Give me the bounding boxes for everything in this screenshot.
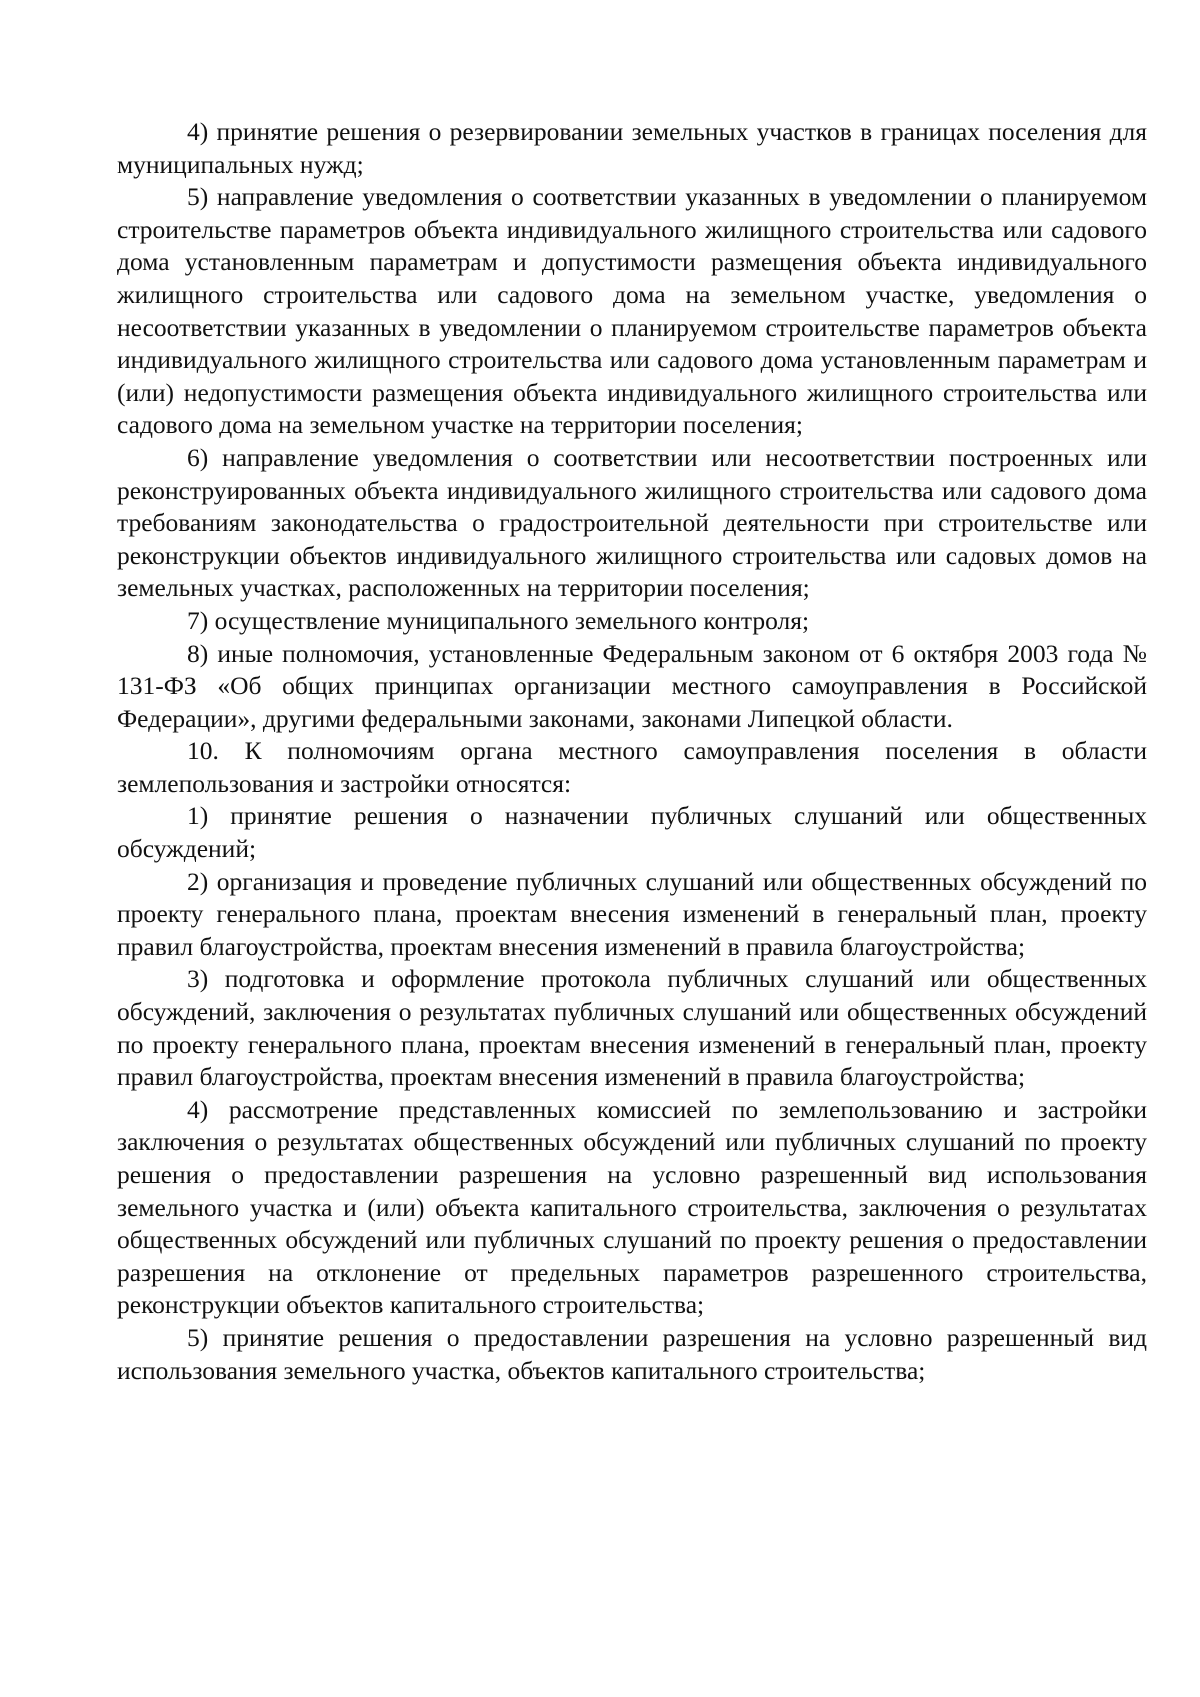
paragraph-section-10-item-1: 1) принятие решения о назначении публичных слушаний или общественных обсуждений;	[117, 801, 1147, 864]
paragraph-section-10-item-2: 2) организация и проведение публичных слушаний или общественных обсуждений по проекту генерального плана, проектам внесения изменений в генеральный план, проекту правил благоустройства, проектам внесения изменений в правила благоустройства;	[117, 866, 1147, 961]
paragraph-section-10-item-3: 3) подготовка и оформление протокола публичных слушаний или общественных обсуждений, заключения о результатах публичных слушаний или общественных обсуждений по проекту генерального плана, проектам внесения изменений в генеральный план, проекту правил благоустройства, проектам внесения изменений в правила благоустройства;	[117, 964, 1147, 1092]
paragraph-section-10-item-5: 5) принятие решения о предоставлении разрешения на условно разрешенный вид использования земельного участка, объектов капитального строительства;	[117, 1322, 1147, 1385]
document-body	[117, 116, 1147, 1387]
paragraph-item-4: 4) принятие решения о резервировании земельных участков в границах поселения для муниципальных нужд;	[117, 117, 1147, 179]
paragraph-item-5: 5) направление уведомления о соответствии указанных в уведомлении о планируемом строительстве параметров объекта индивидуального жилищного строительства или садового дома установленным параметрам и допустимости размещения объекта индивидуального жилищного строительства или садового дома на земельном участке, уведомления о несоответствии указанных в уведомлении о планируемом строительстве параметров объекта индивидуального жилищного строительства или садового дома установленным параметрам и (или) недопустимости размещения объекта индивидуального жилищного строительства или садового дома на земельном участке на территории поселения;	[117, 182, 1147, 440]
paragraph-section-10: 10. К полномочиям органа местного самоуправления поселения в области землепользования и застройки относятся:	[117, 736, 1147, 798]
paragraph-section-10-item-4: 4) рассмотрение представленных комиссией по землепользованию и застройки заключения о результатах общественных обсуждений или публичных слушаний по проекту решения о предоставлении разрешения на условно разрешенный вид использования земельного участка и (или) объекта капитального строительства, заключения о результатах общественных обсуждений или публичных слушаний по проекту решения о предоставлении разрешения на отклонение от предельных параметров разрешенного строительства, реконструкции объектов капитального строительства;	[117, 1094, 1147, 1320]
paragraph-item-7: 7) осуществление муниципального земельного контроля;	[187, 605, 810, 635]
paragraph-item-6: 6) направление уведомления о соответствии или несоответствии построенных или реконструированных объекта индивидуального жилищного строительства или садового дома требованиям законодательства о градостроительной деятельности при строительстве или реконструкции объектов индивидуального жилищного строительства или садовых домов на земельных участках, расположенных на территории поселения;	[117, 442, 1147, 603]
paragraph-item-8: 8) иные полномочия, установленные Федеральным законом от 6 октября 2003 года № 131-ФЗ «Об общих принципах организации местного самоуправления в Российской Федерации», другими федеральными законами, законами Липецкой области.	[117, 638, 1147, 733]
